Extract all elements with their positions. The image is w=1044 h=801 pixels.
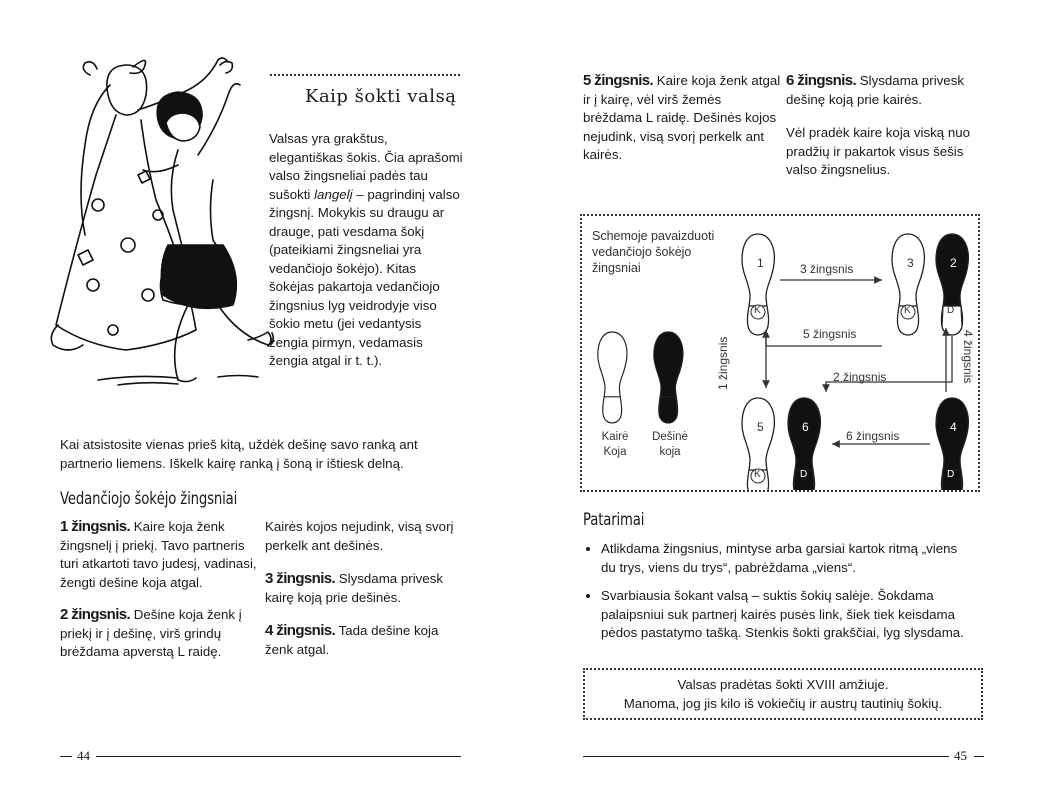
step-1-arrow-label: 1 žingsnis — [716, 336, 730, 390]
step-2 — [60, 606, 260, 662]
legend-right-label: Dešinė koja — [652, 431, 688, 458]
step-2-heading: 2 žingsnis. — [60, 606, 131, 623]
heel-label-4: D — [947, 469, 955, 480]
steps-diagram — [582, 216, 978, 490]
legend-right-foot — [654, 332, 683, 423]
dancing-girls-illustration — [38, 55, 288, 390]
step-1-heading: 1 žingsnis. — [60, 518, 131, 535]
step-4-arrow-label: 4 žingsnis — [961, 330, 975, 384]
diagram-caption: Schemoje pavaizduoti vedančiojo šokėjo žingsniai — [592, 229, 715, 275]
step-3-text: Slysdama privesk kairę koją prie dešinės. — [265, 571, 443, 605]
heel-label-1: K — [754, 305, 761, 316]
foot-4-number: 4 — [950, 420, 957, 434]
step-4-text: Tada dešine koja ženk atgal. — [265, 623, 439, 657]
foot-6-number: 6 — [802, 420, 809, 434]
step-6-text: Slysdama privesk dešinę koją prie kairės. — [786, 73, 964, 107]
foot-1 — [742, 234, 774, 335]
step-6-heading: 6 žingsnis. — [786, 72, 857, 89]
legend-left-label: Kairė Koja — [601, 431, 629, 458]
step-1 — [60, 518, 260, 592]
step-4-heading: 4 žingsnis. — [265, 622, 336, 639]
steps-subheading: Vedančiojo šokėjo žingsniai — [60, 489, 238, 509]
tips-list — [583, 540, 975, 653]
step-3-arrow-label: 3 žingsnis — [800, 262, 854, 276]
intro-text-italic: langelį — [314, 186, 353, 202]
foot-2 — [936, 234, 968, 335]
repeat-text: Vėl pradėk kaire koja viską nuo pradžių ir pakartok visus šešis valso žingsnelius. — [786, 125, 971, 177]
left-footer-rule-short — [60, 756, 72, 757]
right-footer-rule-short — [974, 756, 984, 757]
page-title: Kaip šokti valsą — [305, 86, 457, 107]
heel-label-3: K — [904, 305, 911, 316]
left-page-number: 44 — [77, 748, 90, 763]
intro-text-start: Valsas yra grakštus, elegantiškas šokis. Čia aprašomi valso žingsneliai padės tau sušokti — [269, 131, 463, 202]
left-footer-rule — [96, 756, 461, 757]
heel-label-2: D — [947, 305, 955, 316]
step-6-arrow-label: 6 žingsnis — [846, 429, 900, 443]
step-5-heading: 5 žingsnis. — [583, 72, 654, 89]
foot-2-number: 2 — [950, 256, 957, 270]
step-6 — [786, 72, 986, 109]
fact-line-1: Valsas pradėtas šokti XVIII amžiuje. — [677, 677, 889, 692]
foot-1-number: 1 — [757, 256, 764, 270]
foot-5-number: 5 — [757, 420, 764, 434]
tip-item-2: • Svarbiausia šokant valsą – suktis šokių salėje. Šokdama palaipsniui suk partnerį kairės pusės link, šiek tiek keisdama pėdos pastatymo tašką. Stenkis šokti grakščiai, lyg slysdama. — [601, 587, 975, 643]
step-5-text: Kaire koja ženk atgal ir į kairę, vėl virš žemės brėždama L raidę. Dešinės kojos nejudink, visą svorį perkelk ant kairės. — [583, 73, 781, 162]
legend-left-foot — [598, 332, 627, 423]
title-dotted-rule — [270, 74, 460, 76]
fact-line-2: Manoma, jog jis kilo iš vokiečių ir austrų tautinių šokių. — [623, 696, 943, 711]
step-2-arrow-label: 2 žingsnis — [833, 370, 887, 384]
step-3-heading: 3 žingsnis. — [265, 570, 336, 587]
step-1-text: Kaire koja ženk žingsnelį į priekį. Tavo partneris turi atkartoti tavo judesį, vadinasi, žengti dešine koja atgal. — [60, 519, 257, 590]
intro-text-rest: – pagrindinį valso žingsnį. Mokykis su draugu ar drauge, pati vesdama šokį (pateikiami žingsneliai yra vedančiojo šokėjo). Kitas šokėjas pakartoja vedančiojo žingsnius lyg veidrodyje viso šokio metu (jei vedantysis žengia pirmyn, vedamasis žengia atgal ir t. t.). — [269, 186, 460, 368]
heel-label-5: K — [754, 469, 761, 480]
heel-label-6: D — [800, 469, 808, 480]
right-page-number: 45 — [954, 748, 967, 763]
intro-text — [269, 130, 464, 371]
foot-3-number: 3 — [907, 256, 914, 270]
step-4 — [265, 622, 455, 659]
tips-heading: Patarimai — [583, 510, 645, 530]
step-5-arrow-label: 5 žingsnis — [803, 327, 857, 341]
tip-item-1: • Atlikdama žingsnius, mintyse arba garsiai kartok ritmą „viens du trys, viens du trys“, pabrėždama „viens“. — [601, 540, 975, 577]
intro-paragraph: Kai atsistosite vienas prieš kitą, uždėk dešinę savo ranką ant partnerio liemens. Iškelk kairę ranką į šoną ir ištiesk delną. — [60, 437, 418, 471]
step-5 — [583, 72, 783, 165]
step-2-continued: Kairės kojos nejudink, visą svorį perkelk ant dešinės. — [265, 519, 454, 553]
right-footer-rule — [583, 756, 949, 757]
foot-3 — [892, 234, 924, 335]
step-3 — [265, 570, 455, 607]
step-2-text: Dešine koja ženk į priekį ir į dešinę, virš grindų brėždama apverstą L raidę. — [60, 607, 242, 659]
